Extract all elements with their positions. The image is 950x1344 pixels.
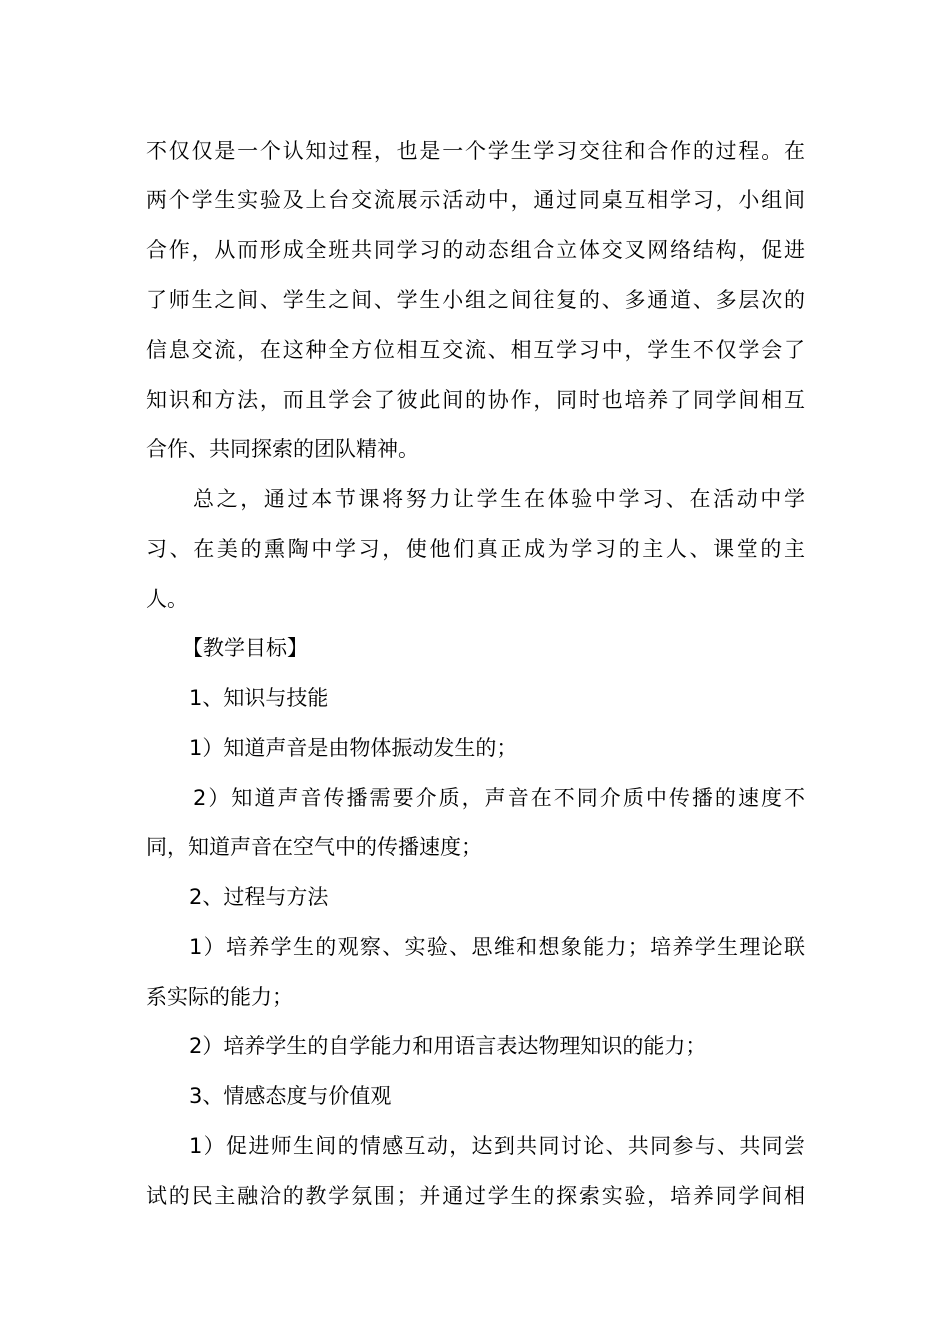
goal-3-item-1-line-1: 1）促进师生间的情感互动，达到共同讨论、共同参与、共同尝 bbox=[189, 1134, 805, 1158]
goal-1-item-2-line-1: 2）知道声音传播需要介质，声音在不同介质中传播的速度不 bbox=[193, 786, 805, 810]
goal-2-title: 2、过程与方法 bbox=[189, 885, 329, 909]
paragraph-1-line-3: 合作，从而形成全班共同学习的动态组合立体交叉网络结构，促进 bbox=[146, 238, 805, 262]
goal-1-title: 1、知识与技能 bbox=[189, 686, 329, 710]
paragraph-1-line-6: 知识和方法，而且学会了彼此间的协作，同时也培养了同学间相互 bbox=[146, 388, 805, 412]
goal-2-item-2: 2）培养学生的自学能力和用语言表达物理知识的能力； bbox=[189, 1034, 707, 1058]
paragraph-2-line-1: 总之，通过本节课将努力让学生在体验中学习、在活动中学 bbox=[193, 487, 805, 511]
paragraph-2-line-2: 习、在美的熏陶中学习，使他们真正成为学习的主人、课堂的主 bbox=[146, 537, 805, 561]
section-heading: 【教学目标】 bbox=[182, 636, 308, 660]
goal-2-item-1-line-2: 系实际的能力； bbox=[146, 985, 293, 1009]
goal-1-item-2-line-2: 同，知道声音在空气中的传播速度； bbox=[146, 835, 482, 859]
paragraph-1-line-4: 了师生之间、学生之间、学生小组之间往复的、多通道、多层次的 bbox=[146, 288, 805, 312]
paragraph-1-line-7: 合作、共同探索的团队精神。 bbox=[146, 437, 419, 461]
goal-3-title: 3、情感态度与价值观 bbox=[189, 1084, 392, 1108]
paragraph-1-line-2: 两个学生实验及上台交流展示活动中，通过同桌互相学习，小组间 bbox=[146, 188, 805, 212]
paragraph-2-line-3: 人。 bbox=[146, 587, 188, 611]
paragraph-1-line-5: 信息交流，在这种全方位相互交流、相互学习中，学生不仅学会了 bbox=[146, 338, 805, 362]
paragraph-1-line-1: 不仅仅是一个认知过程，也是一个学生学习交往和合作的过程。在 bbox=[146, 139, 805, 163]
goal-2-item-1-line-1: 1）培养学生的观察、实验、思维和想象能力；培养学生理论联 bbox=[189, 935, 805, 959]
goal-1-item-1: 1）知道声音是由物体振动发生的； bbox=[189, 736, 518, 760]
goal-3-item-1-line-2: 试的民主融洽的教学氛围；并通过学生的探索实验，培养同学间相 bbox=[146, 1184, 805, 1208]
